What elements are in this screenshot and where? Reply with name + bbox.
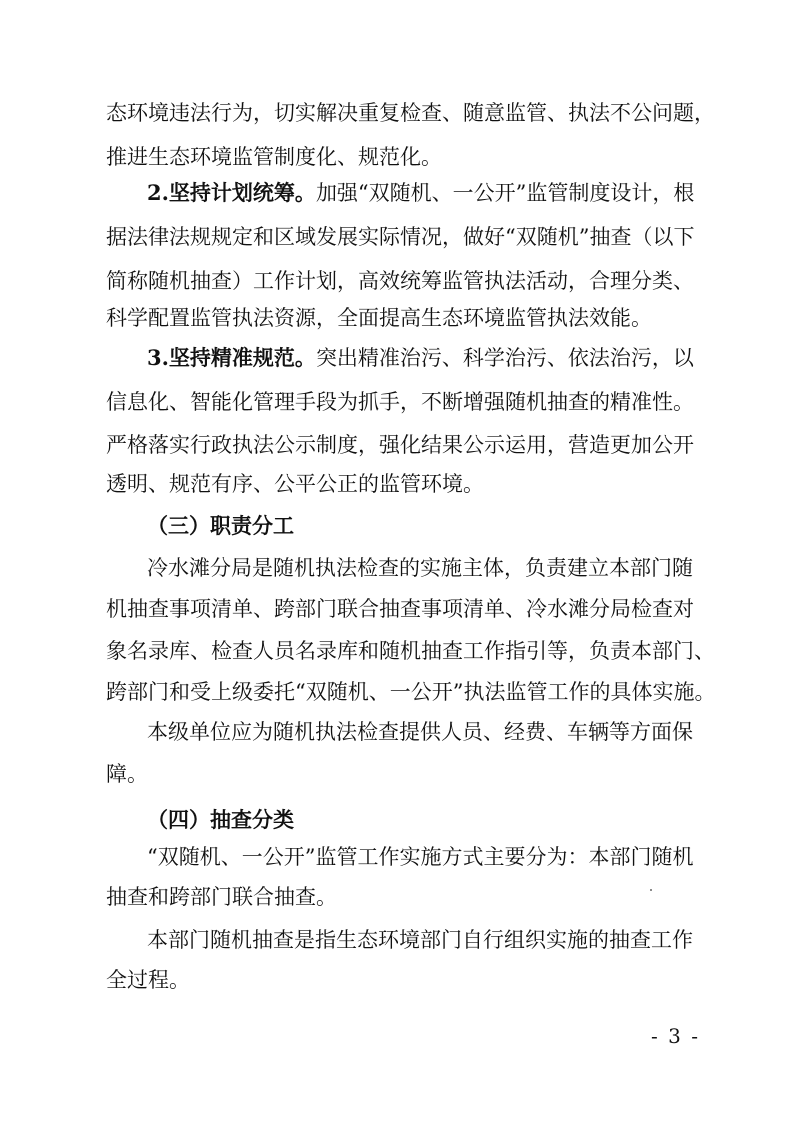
paragraph-line: “双随机、一公开”监管工作实施方式主要分为：本部门随机 (147, 845, 694, 869)
point-3-line (147, 344, 694, 372)
paragraph-line: 本部门随机抽查是指生态环境部门自行组织实施的抽查工作 (147, 928, 693, 952)
paragraph-line: 科学配置监管执法资源，全面提高生态环境监管执法效能。 (106, 306, 652, 330)
section-heading-responsibilities: （三）职责分工 (147, 513, 294, 538)
paragraph-line: 态环境违法行为，切实解决重复检查、随意监管、执法不公问题， (106, 101, 715, 125)
paragraph-line: 信息化、智能化管理手段为抓手，不断增强随机抽查的精准性。 (106, 390, 694, 414)
paragraph-line: 据法律法规规定和区域发展实际情况，做好“双随机”抽查（以下 (106, 225, 695, 249)
point-2-heading: 2.坚持计划统筹。 (147, 180, 316, 205)
paragraph-line: 严格落实行政执法公示制度，强化结果公示运用，营造更加公开 (106, 433, 694, 457)
paragraph-line: 本级单位应为随机执法检查提供人员、经费、车辆等方面保 (147, 720, 693, 744)
paragraph-line: 透明、规范有序、公平公正的监管环境。 (106, 472, 484, 496)
scan-speck (650, 889, 652, 891)
paragraph-line: 机抽查事项清单、跨部门联合抽查事项清单、冷水滩分局检查对 (106, 597, 694, 621)
paragraph-line: 抽查和跨部门联合抽查。 (106, 885, 337, 909)
point-3-text: 突出精准治污、科学治污、依法治污，以 (315, 346, 694, 370)
point-3-heading: 3.坚持精准规范。 (147, 345, 316, 370)
section-heading-classification: （四）抽查分类 (147, 807, 294, 832)
paragraph-line: 跨部门和受上级委托“双随机、一公开”执法监管工作的具体实施。 (106, 680, 716, 704)
paragraph-line: 冷水滩分局是随机执法检查的实施主体，负责建立本部门随 (147, 556, 693, 580)
point-2-text: 加强“双随机、一公开”监管制度设计，根 (315, 181, 695, 205)
page-number: - 3 - (651, 1024, 700, 1048)
paragraph-line: 推进生态环境监管制度化、规范化。 (106, 145, 442, 169)
paragraph-line: 简称随机抽查）工作计划，高效统筹监管执法活动，合理分类、 (106, 269, 694, 293)
point-2-line (147, 179, 694, 207)
paragraph-line: 全过程。 (106, 968, 190, 992)
paragraph-line: 象名录库、检查人员名录库和随机抽查工作指引等，负责本部门、 (106, 639, 715, 663)
paragraph-line: 障。 (106, 762, 148, 786)
